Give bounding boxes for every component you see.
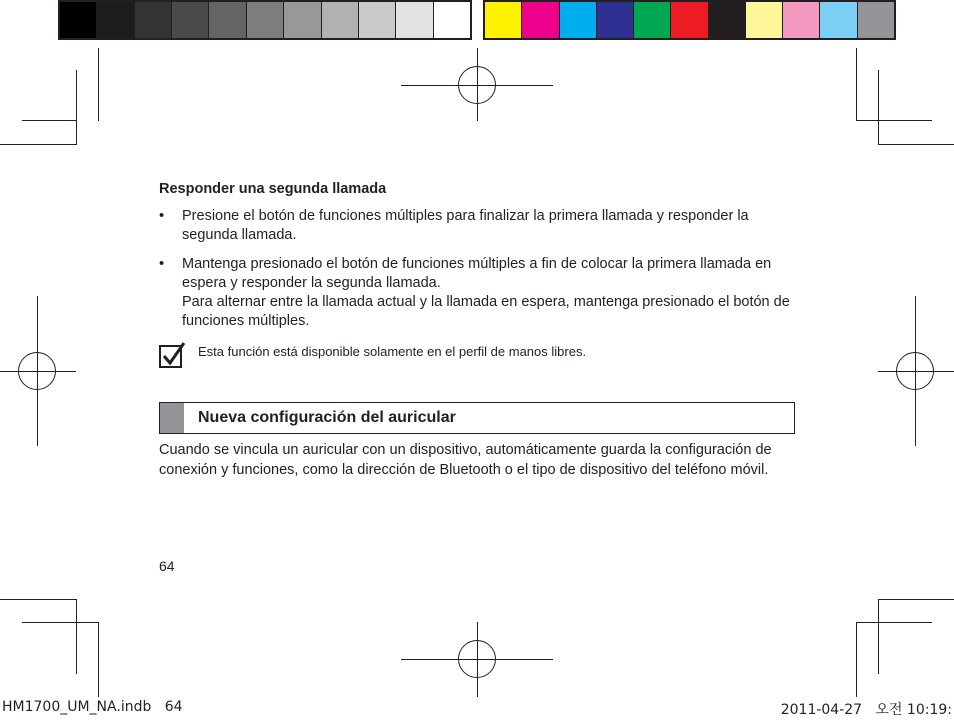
body-paragraph: Cuando se vincula un auricular con un dispositivo, automáticamente guarda la configuración de conexión y funciones, como la dirección de Bluetooth o el tipo de dispositivo del teléfono móvil. (159, 442, 772, 478)
crop-mark (856, 622, 932, 623)
crop-mark (878, 599, 879, 674)
crop-mark (76, 70, 77, 145)
note-box (159, 339, 799, 373)
list-item-text: Mantenga presionado el botón de funciones múltiples a fin de colocar la primera llamada en espera y responder la segunda llamada. (182, 256, 772, 291)
color-swatch (359, 2, 396, 38)
color-swatch (671, 2, 708, 38)
color-swatch (597, 2, 634, 38)
crop-mark (856, 120, 932, 121)
color-swatch (820, 2, 857, 38)
color-swatch (209, 2, 246, 38)
section-title: Nueva configuración del auricular (198, 409, 456, 426)
call-waiting-section (159, 181, 799, 341)
bullet-mark: • (159, 256, 165, 272)
section-title-tab (160, 403, 184, 433)
page-number: 64 (159, 558, 175, 574)
color-swatch (434, 2, 470, 38)
crop-mark (22, 622, 99, 623)
note-text: Esta función está disponible solamente en el perfil de manos libres. (198, 344, 587, 359)
slug-file-info: HM1700_UM_NA.indb 64 (2, 699, 183, 715)
color-swatch (485, 2, 522, 38)
crop-mark (878, 144, 954, 145)
list-item-text: Para alternar entre la llamada actual y la llamada en espera, mantenga presionado el botón de funciones múltiples. (182, 294, 790, 329)
section-title-bar (159, 402, 795, 434)
color-swatch (247, 2, 284, 38)
color-swatch (97, 2, 134, 38)
crop-mark (878, 599, 954, 600)
bullet-mark: • (159, 208, 165, 224)
color-swatch (783, 2, 820, 38)
color-swatch (172, 2, 209, 38)
crop-mark (98, 48, 99, 121)
crop-mark (856, 622, 857, 697)
crop-mark (22, 120, 77, 121)
list-item (159, 255, 799, 331)
color-swatch (284, 2, 321, 38)
color-swatch (396, 2, 433, 38)
color-swatch (634, 2, 671, 38)
grayscale-calibration-bar (58, 0, 472, 40)
color-swatch (135, 2, 172, 38)
crop-mark (0, 599, 76, 600)
color-swatch (560, 2, 597, 38)
crop-mark (878, 70, 879, 145)
crop-mark (856, 48, 857, 121)
crop-mark (76, 599, 77, 674)
color-swatch (709, 2, 746, 38)
section-heading: Responder una segunda llamada (159, 181, 387, 197)
color-swatch (746, 2, 783, 38)
slug-datetime: 2011-04-27 오전 10:19: (780, 702, 952, 718)
crop-mark (98, 622, 99, 697)
color-calibration-bar (483, 0, 896, 40)
crop-mark (0, 144, 76, 145)
color-swatch (60, 2, 97, 38)
list-item-text: Presione el botón de funciones múltiples para finalizar la primera llamada y responder la segunda llamada. (182, 208, 749, 243)
list-item (159, 207, 799, 245)
color-swatch (322, 2, 359, 38)
color-swatch (858, 2, 894, 38)
checkbox-note-icon (159, 342, 185, 368)
color-swatch (522, 2, 559, 38)
